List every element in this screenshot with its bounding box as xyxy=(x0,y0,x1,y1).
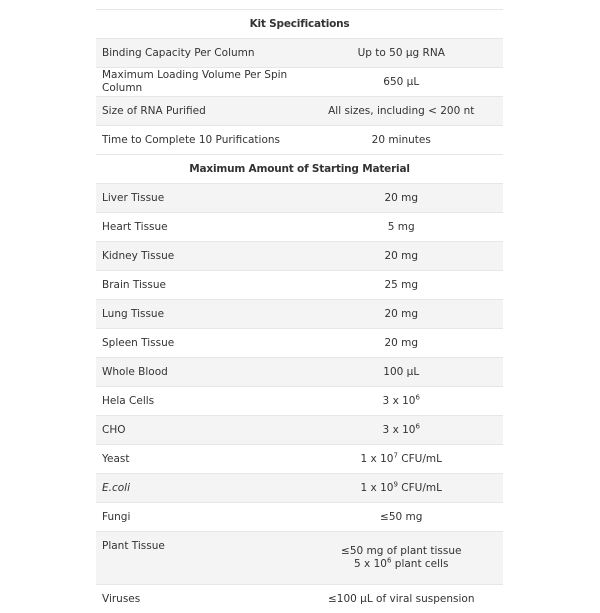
value-base: 3 x 10 xyxy=(383,395,416,407)
row-value: ≤50 mg xyxy=(300,503,504,532)
row-label: E.coli xyxy=(96,474,300,503)
row-value: 25 mg xyxy=(300,271,504,300)
row-value: 20 mg xyxy=(300,184,504,213)
row-label: Time to Complete 10 Purifications xyxy=(96,126,300,155)
starting-material-header: Maximum Amount of Starting Material xyxy=(96,155,503,184)
row-label: Kidney Tissue xyxy=(96,242,300,271)
table-row xyxy=(96,39,503,68)
table-row xyxy=(96,387,503,416)
row-label: Liver Tissue xyxy=(96,184,300,213)
table-row xyxy=(96,68,503,97)
value-exponent: 7 xyxy=(393,451,397,459)
specifications-table-container xyxy=(96,9,503,613)
table-row xyxy=(96,416,503,445)
row-label: Yeast xyxy=(96,445,300,474)
row-label: Spleen Tissue xyxy=(96,329,300,358)
kit-specifications-header-row xyxy=(96,10,503,39)
row-value xyxy=(300,387,504,416)
row-label: Plant Tissue xyxy=(96,532,300,585)
table-row xyxy=(96,445,503,474)
table-row xyxy=(96,474,503,503)
value-exponent: 6 xyxy=(415,422,419,430)
row-value: 20 mg xyxy=(300,329,504,358)
value-base: 5 x 10 xyxy=(354,558,387,570)
value-exponent: 6 xyxy=(415,393,419,401)
value-line-2 xyxy=(306,558,498,571)
value-line-1: ≤50 mg of plant tissue xyxy=(306,545,498,558)
row-value xyxy=(300,416,504,445)
kit-specifications-header: Kit Specifications xyxy=(96,10,503,39)
row-value xyxy=(300,532,504,585)
row-value: ≤100 µL of viral suspension xyxy=(300,585,504,613)
row-label: Heart Tissue xyxy=(96,213,300,242)
value-base: 1 x 10 xyxy=(361,482,394,494)
table-row xyxy=(96,503,503,532)
table-row xyxy=(96,126,503,155)
table-row xyxy=(96,184,503,213)
row-value xyxy=(300,474,504,503)
row-value: 20 mg xyxy=(300,242,504,271)
row-label: Size of RNA Purified xyxy=(96,97,300,126)
row-value: Up to 50 µg RNA xyxy=(300,39,504,68)
table-row xyxy=(96,585,503,613)
table-row xyxy=(96,329,503,358)
row-label: Brain Tissue xyxy=(96,271,300,300)
row-label: Fungi xyxy=(96,503,300,532)
row-value: All sizes, including < 200 nt xyxy=(300,97,504,126)
row-label: Viruses xyxy=(96,585,300,613)
value-suffix: plant cells xyxy=(391,558,448,570)
value-exponent: 9 xyxy=(393,480,397,488)
table-row xyxy=(96,532,503,585)
row-value: 5 mg xyxy=(300,213,504,242)
value-exponent: 6 xyxy=(387,557,391,565)
row-value: 20 mg xyxy=(300,300,504,329)
row-label: Whole Blood xyxy=(96,358,300,387)
table-row xyxy=(96,300,503,329)
row-label: CHO xyxy=(96,416,300,445)
table-row xyxy=(96,358,503,387)
value-suffix: CFU/mL xyxy=(398,482,442,494)
row-value xyxy=(300,445,504,474)
row-label: Hela Cells xyxy=(96,387,300,416)
value-base: 1 x 10 xyxy=(361,453,394,465)
value-base: 3 x 10 xyxy=(383,424,416,436)
table-row xyxy=(96,271,503,300)
table-row xyxy=(96,242,503,271)
starting-material-header-row xyxy=(96,155,503,184)
row-label: Lung Tissue xyxy=(96,300,300,329)
row-label: Binding Capacity Per Column xyxy=(96,39,300,68)
table-row xyxy=(96,213,503,242)
row-value: 20 minutes xyxy=(300,126,504,155)
specifications-table xyxy=(96,9,503,613)
row-value: 650 µL xyxy=(300,68,504,97)
row-label: Maximum Loading Volume Per Spin Column xyxy=(96,68,300,97)
value-suffix: CFU/mL xyxy=(398,453,442,465)
table-row xyxy=(96,97,503,126)
row-value: 100 µL xyxy=(300,358,504,387)
